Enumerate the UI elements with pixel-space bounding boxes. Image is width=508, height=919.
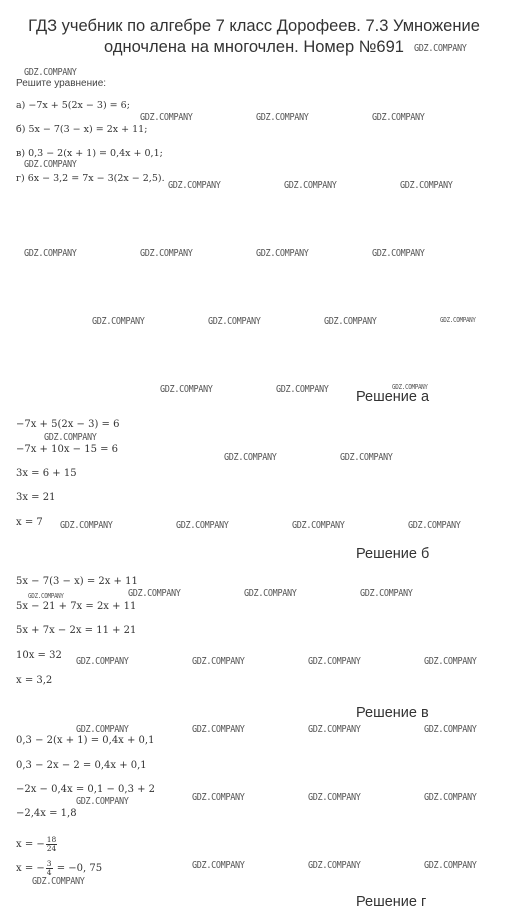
watermark: GDZ.COMPANY [408, 520, 461, 531]
watermark: GDZ.COMPANY [414, 43, 467, 54]
watermark: GDZ.COMPANY [24, 159, 77, 170]
solution-a-line: 3x = 21 [16, 492, 56, 503]
solution-c-line: 0,3 − 2x − 2 = 0,4x + 0,1 [16, 760, 147, 771]
watermark: GDZ.COMPANY [24, 67, 77, 78]
solution-c-line: 0,3 − 2(x + 1) = 0,4x + 0,1 [16, 735, 155, 746]
solution-a-line: −7x + 10x − 15 = 6 [16, 444, 119, 455]
task-b: б) 5x − 7(3 − x) = 2x + 11; [16, 124, 148, 135]
watermark: GDZ.COMPANY [28, 592, 64, 600]
watermark: GDZ.COMPANY [392, 383, 428, 391]
watermark: GDZ.COMPANY [424, 724, 477, 735]
watermark: GDZ.COMPANY [308, 656, 361, 667]
watermark: GDZ.COMPANY [440, 316, 476, 324]
watermark: GDZ.COMPANY [256, 248, 309, 259]
fraction-suffix: = −0, 75 [56, 863, 103, 874]
title-line-2: одночлена на многочлен. Номер №691 [104, 38, 404, 56]
watermark: GDZ.COMPANY [424, 860, 477, 871]
fraction-denominator: 4 [46, 868, 52, 877]
watermark: GDZ.COMPANY [208, 316, 261, 327]
watermark: GDZ.COMPANY [176, 520, 229, 531]
solution-a-line: 3x = 6 + 15 [16, 468, 77, 479]
solution-a-line: x = 7 [16, 517, 43, 528]
watermark: GDZ.COMPANY [256, 112, 309, 123]
watermark: GDZ.COMPANY [192, 860, 245, 871]
watermark: GDZ.COMPANY [308, 860, 361, 871]
solution-c-line: −2x − 0,4x = 0,1 − 0,3 + 2 [16, 784, 156, 795]
watermark: GDZ.COMPANY [224, 452, 277, 463]
watermark: GDZ.COMPANY [76, 796, 129, 807]
watermark: GDZ.COMPANY [360, 588, 413, 599]
solution-b-line: x = 3,2 [16, 675, 53, 686]
solution-c-fraction-line [16, 860, 102, 877]
watermark: GDZ.COMPANY [424, 792, 477, 803]
fraction [46, 836, 58, 853]
watermark: GDZ.COMPANY [32, 876, 85, 887]
watermark: GDZ.COMPANY [44, 432, 97, 443]
watermark: GDZ.COMPANY [308, 724, 361, 735]
watermark: GDZ.COMPANY [168, 180, 221, 191]
watermark: GDZ.COMPANY [340, 452, 393, 463]
fraction-numerator: 3 [46, 859, 52, 868]
watermark: GDZ.COMPANY [24, 248, 77, 259]
watermark: GDZ.COMPANY [324, 316, 377, 327]
watermark: GDZ.COMPANY [284, 180, 337, 191]
solution-b-line: 5x − 7(3 − x) = 2x + 11 [16, 576, 138, 587]
watermark: GDZ.COMPANY [92, 316, 145, 327]
watermark: GDZ.COMPANY [192, 724, 245, 735]
task-d: г) 6x − 3,2 = 7x − 3(2x − 2,5). [16, 173, 165, 184]
solution-c-line: −2,4x = 1,8 [16, 808, 77, 819]
watermark: GDZ.COMPANY [244, 588, 297, 599]
fraction-denominator: 24 [46, 844, 57, 853]
watermark: GDZ.COMPANY [192, 656, 245, 667]
solution-c-fraction-line [16, 836, 58, 853]
title-line-1: ГДЗ учебник по алгебре 7 класс Дорофеев. 7.3 Умножение [28, 17, 480, 35]
task-c: в) 0,3 − 2(x + 1) = 0,4x + 0,1; [16, 148, 163, 159]
watermark: GDZ.COMPANY [140, 112, 193, 123]
watermark: GDZ.COMPANY [128, 588, 181, 599]
fraction-prefix: x = − [16, 839, 45, 850]
solution-b-heading: Решение б [356, 546, 430, 562]
watermark: GDZ.COMPANY [308, 792, 361, 803]
task-header: Решите уравнение: [16, 78, 107, 89]
fraction-numerator: 18 [46, 835, 57, 844]
solution-a-line: −7x + 5(2x − 3) = 6 [16, 419, 120, 430]
task-a: а) −7x + 5(2x − 3) = 6; [16, 100, 130, 111]
watermark: GDZ.COMPANY [372, 112, 425, 123]
watermark: GDZ.COMPANY [60, 520, 113, 531]
watermark: GDZ.COMPANY [192, 792, 245, 803]
watermark: GDZ.COMPANY [276, 384, 329, 395]
solution-a-heading: Решение а [356, 389, 430, 405]
watermark: GDZ.COMPANY [424, 656, 477, 667]
solution-b-line: 5x + 7x − 2x = 11 + 21 [16, 625, 137, 636]
solution-c-heading: Решение в [356, 705, 429, 721]
watermark: GDZ.COMPANY [160, 384, 213, 395]
watermark: GDZ.COMPANY [400, 180, 453, 191]
fraction [46, 860, 53, 877]
watermark: GDZ.COMPANY [292, 520, 345, 531]
solution-d-heading: Решение г [356, 894, 427, 910]
solution-b-line: 5x − 21 + 7x = 2x + 11 [16, 601, 137, 612]
watermark: GDZ.COMPANY [372, 248, 425, 259]
watermark: GDZ.COMPANY [76, 656, 129, 667]
watermark: GDZ.COMPANY [76, 724, 129, 735]
fraction-prefix: x = − [16, 863, 45, 874]
solution-b-line: 10x = 32 [16, 650, 62, 661]
watermark: GDZ.COMPANY [140, 248, 193, 259]
